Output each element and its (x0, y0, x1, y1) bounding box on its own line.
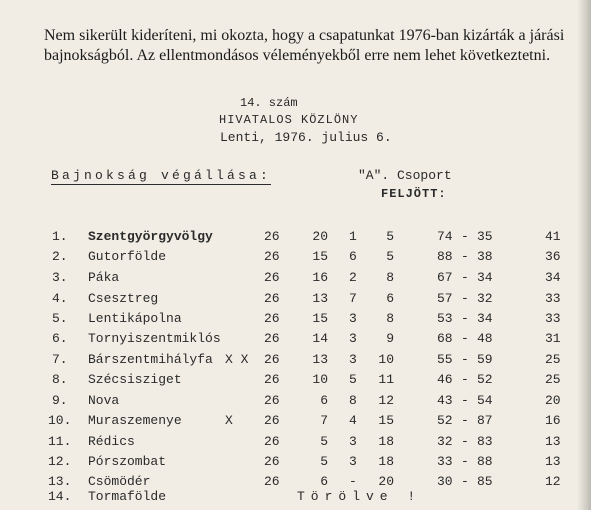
goal-separator: - (461, 331, 469, 346)
played: 26 (264, 229, 280, 244)
rank: 9. (52, 393, 68, 408)
goal-separator: - (461, 372, 469, 387)
lost: 18 (378, 454, 394, 469)
lost: 20 (378, 474, 394, 489)
drawn: 2 (349, 270, 357, 285)
played: 26 (264, 352, 280, 367)
goal-separator: - (461, 474, 469, 489)
lost: 8 (386, 270, 394, 285)
goals-for: 30 (437, 474, 453, 489)
goals-for: 46 (437, 372, 453, 387)
team-name: Gutorfölde (88, 249, 167, 264)
points: 33 (545, 311, 561, 326)
drawn: 3 (349, 352, 357, 367)
goals-against: 38 (477, 249, 493, 264)
points: 36 (545, 249, 561, 264)
team-name: Tornyiszentmiklós (88, 331, 221, 346)
points: 12 (545, 474, 561, 489)
goals-for: 53 (437, 311, 453, 326)
lost: 18 (378, 434, 394, 449)
goals-for: 88 (437, 249, 453, 264)
points: 13 (545, 434, 561, 449)
team-name: Pórszombat (88, 454, 167, 469)
won: 16 (312, 270, 328, 285)
goals-against: 35 (477, 229, 493, 244)
goals-against: 34 (477, 270, 493, 285)
drawn: 8 (349, 393, 357, 408)
won: 15 (312, 249, 328, 264)
goals-for: 67 (437, 270, 453, 285)
lost: 5 (386, 229, 394, 244)
drawn: 7 (349, 291, 357, 306)
drawn: 4 (349, 413, 357, 428)
goal-separator: - (461, 270, 469, 285)
team-name: Lentikápolna (88, 311, 182, 326)
won: 6 (320, 474, 328, 489)
drawn: 5 (349, 372, 357, 387)
drawn: 1 (349, 229, 357, 244)
won: 7 (320, 413, 328, 428)
goals-for: 57 (437, 291, 453, 306)
team-name: Szécsisziget (88, 372, 182, 387)
table-row (0, 372, 591, 392)
table-row (0, 249, 591, 269)
table-row (0, 291, 591, 311)
won: 13 (312, 291, 328, 306)
goals-against: 32 (477, 291, 493, 306)
lost: 11 (378, 372, 394, 387)
goals-for: 33 (437, 454, 453, 469)
played: 26 (264, 311, 280, 326)
won: 5 (320, 454, 328, 469)
table-row (0, 352, 591, 372)
team-name: Csömödér (88, 474, 151, 489)
team-name: Tormafölde (88, 489, 167, 504)
won: 5 (320, 434, 328, 449)
played: 26 (264, 331, 280, 346)
played: 26 (264, 249, 280, 264)
points: 13 (545, 454, 561, 469)
points: 31 (545, 331, 561, 346)
goal-separator: - (461, 454, 469, 469)
team-name: Bárszentmihályfa (88, 352, 213, 367)
penalty-mark: X (225, 413, 233, 428)
goals-for: 74 (437, 229, 453, 244)
table-row (0, 413, 591, 433)
played: 26 (264, 474, 280, 489)
goals-for: 68 (437, 331, 453, 346)
rank: 6. (52, 331, 68, 346)
team-name: Szentgyörgyvölgy (88, 229, 213, 244)
goals-against: 48 (477, 331, 493, 346)
rank: 8. (52, 372, 68, 387)
lost: 10 (378, 352, 394, 367)
place-date: Lenti, 1976. julius 6. (220, 130, 392, 145)
table-row (0, 229, 591, 249)
lost: 5 (386, 249, 394, 264)
goals-against: 54 (477, 393, 493, 408)
drawn: 3 (349, 434, 357, 449)
drawn: 3 (349, 454, 357, 469)
goal-separator: - (461, 352, 469, 367)
lost: 12 (378, 393, 394, 408)
goals-for: 55 (437, 352, 453, 367)
played: 26 (264, 291, 280, 306)
lost: 9 (386, 331, 394, 346)
rank: 11. (48, 434, 72, 449)
rank: 3. (52, 270, 68, 285)
goals-for: 52 (437, 413, 453, 428)
won: 13 (312, 352, 328, 367)
lost: 8 (386, 311, 394, 326)
goals-for: 43 (437, 393, 453, 408)
goal-separator: - (461, 413, 469, 428)
rank: 12. (48, 454, 72, 469)
rank: 1. (52, 229, 68, 244)
played: 26 (264, 434, 280, 449)
team-name: Csesztreg (88, 291, 159, 306)
rank: 5. (52, 311, 68, 326)
goals-against: 88 (477, 454, 493, 469)
won: 15 (312, 311, 328, 326)
points: 33 (545, 291, 561, 306)
points: 34 (545, 270, 561, 285)
table-row (0, 331, 591, 351)
played: 26 (264, 372, 280, 387)
rank: 13. (48, 474, 72, 489)
drawn: - (349, 474, 357, 489)
table-row (0, 270, 591, 290)
won: 6 (320, 393, 328, 408)
table-row (0, 311, 591, 331)
drawn: 6 (349, 249, 357, 264)
points: 41 (545, 229, 561, 244)
played: 26 (264, 454, 280, 469)
standings-heading (51, 168, 271, 183)
table-row (0, 393, 591, 413)
points: 20 (545, 393, 561, 408)
points: 16 (545, 413, 561, 428)
goal-separator: - (461, 393, 469, 408)
deleted-note: Törölve ! (297, 489, 422, 504)
team-name: Muraszemenye (88, 413, 182, 428)
team-name: Rédics (88, 434, 135, 449)
standings-heading-text: Bajnokság végállása: (51, 168, 272, 183)
points: 25 (545, 352, 561, 367)
penalty-mark: X X (225, 352, 249, 367)
lost: 6 (386, 291, 394, 306)
goals-against: 83 (477, 434, 493, 449)
played: 26 (264, 393, 280, 408)
goals-against: 34 (477, 311, 493, 326)
won: 10 (312, 372, 328, 387)
goal-separator: - (461, 311, 469, 326)
table-row (0, 454, 591, 474)
won: 20 (312, 229, 328, 244)
drawn: 3 (349, 331, 357, 346)
goal-separator: - (461, 249, 469, 264)
rank: 4. (52, 291, 68, 306)
drawn: 3 (349, 311, 357, 326)
goal-separator: - (461, 291, 469, 306)
goals-against: 52 (477, 372, 493, 387)
issue-number: 14. szám (240, 96, 298, 110)
goals-against: 87 (477, 413, 493, 428)
goals-against: 85 (477, 474, 493, 489)
promoted-label: FELJÖTT: (381, 187, 447, 201)
played: 26 (264, 413, 280, 428)
goal-separator: - (461, 434, 469, 449)
rank: 2. (52, 249, 68, 264)
rank: 7. (52, 352, 68, 367)
team-name: Nova (88, 393, 120, 408)
won: 14 (312, 331, 328, 346)
goals-for: 32 (437, 434, 453, 449)
rank: 14. (48, 489, 72, 504)
goals-against: 59 (477, 352, 493, 367)
table-row (0, 434, 591, 454)
lost: 15 (378, 413, 394, 428)
rank: 10. (48, 413, 72, 428)
intro-paragraph: Nem sikerült kideríteni, mi okozta, hogy a csapatunkat 1976-ban kizárták a járási bajnokságból. Az ellentmondásos véleményekből erre nem lehet következtetni. (44, 27, 565, 64)
gazette-title: HIVATALOS KÖZLÖNY (219, 113, 359, 127)
table-row-deleted (0, 489, 591, 509)
goal-separator: - (461, 229, 469, 244)
played: 26 (264, 270, 280, 285)
team-name: Páka (88, 270, 120, 285)
group-title: "A". Csoport (358, 168, 452, 183)
points: 25 (545, 372, 561, 387)
